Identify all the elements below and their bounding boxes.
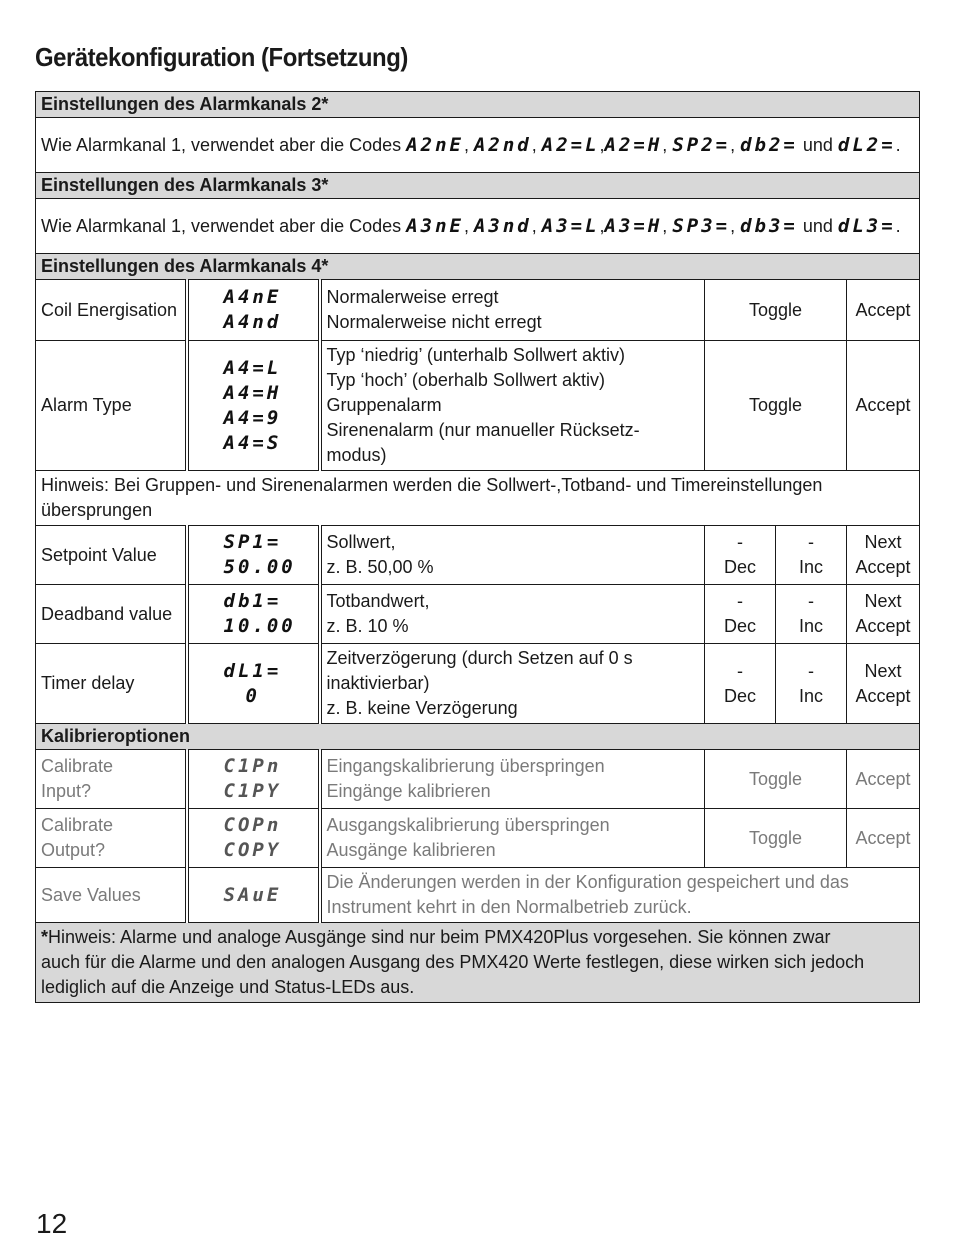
- calibrate-output-accept-action: Accept: [847, 809, 920, 868]
- coil-accept-action: Accept: [847, 280, 920, 341]
- configuration-table: [35, 91, 920, 1003]
- save-values-code: SAuE: [187, 868, 320, 923]
- alarm-type-description: Typ ‘niedrig’ (unterhalb Sollwert aktiv) Typ ‘hoch’ (oberhalb Sollwert aktiv) Gruppenalarm Sirenenalarm (nur manueller Rücksetz- modus): [320, 341, 705, 471]
- deadband-row: [36, 585, 920, 644]
- calibrate-input-description: Eingangskalibrierung überspringen Eingänge kalibrieren: [320, 750, 705, 809]
- alarm2-code-l: A2=L: [541, 133, 600, 156]
- deadband-description: Totbandwert, z. B. 10 %: [320, 585, 705, 644]
- footnote-row: [36, 923, 920, 1003]
- save-values-label: Save Values: [36, 868, 187, 923]
- coil-energisation-description: Normalerweise erregt Normalerweise nicht erregt: [320, 280, 705, 341]
- calibrate-output-toggle-action: Toggle: [705, 809, 847, 868]
- setpoint-label: Setpoint Value: [36, 526, 187, 585]
- calibrate-input-row: [36, 750, 920, 809]
- alarm3-header-row: [36, 173, 920, 199]
- deadband-label: Deadband value: [36, 585, 187, 644]
- timer-delay-label: Timer delay: [36, 644, 187, 724]
- footnote: *Hinweis: Alarme und analoge Ausgänge sind nur beim PMX420Plus vorgesehen. Sie können zwar auch für die Alarme und den analogen Ausgang des PMX420 Werte festlegen, diese wirken sich jedoch lediglich auf die Anzeige und Status-LEDs aus.: [36, 923, 920, 1003]
- alarm4-hint: Hinweis: Bei Gruppen- und Sirenenalarmen werden die Sollwert-,Totband- und Timereinstellungen übersprungen: [36, 471, 920, 526]
- save-values-row: [36, 868, 920, 923]
- setpoint-codes: SP1= 50.00: [187, 526, 320, 585]
- calibrate-output-row: [36, 809, 920, 868]
- alarm-type-toggle-action: Toggle: [705, 341, 847, 471]
- timer-dec-action: - Dec: [705, 644, 776, 724]
- save-values-description: Die Änderungen werden in der Konfiguration gespeichert und das Instrument kehrt in den Normalbetrieb zurück.: [320, 868, 920, 923]
- alarm2-row: [36, 118, 920, 173]
- alarm3-code-l: A3=L: [541, 214, 600, 237]
- alarm3-code-nd: A3nd: [473, 214, 532, 237]
- alarm-type-row: [36, 341, 920, 471]
- timer-delay-codes: dL1= 0: [187, 644, 320, 724]
- coil-energisation-label: Coil Energisation: [36, 280, 187, 341]
- setpoint-description: Sollwert, z. B. 50,00 %: [320, 526, 705, 585]
- timer-delay-row: [36, 644, 920, 724]
- alarm3-row: [36, 199, 920, 254]
- setpoint-next-accept-action: Next Accept: [847, 526, 920, 585]
- page-number: 12: [36, 1208, 68, 1239]
- coil-energisation-codes: A4nE A4nd: [187, 280, 320, 341]
- alarm2-code-sp: SP2=: [672, 133, 731, 156]
- alarm3-code-dl: dL3=: [837, 214, 896, 237]
- alarm4-header: Einstellungen des Alarmkanals 4*: [36, 254, 920, 280]
- calibrate-output-label: Calibrate Output?: [36, 809, 187, 868]
- alarm3-code-db: db3=: [740, 214, 798, 237]
- alarm4-header-row: [36, 254, 920, 280]
- alarm2-code-h: A2=H: [604, 133, 663, 156]
- alarm2-code-dl: dL2=: [837, 133, 896, 156]
- alarm2-code-ne: A2nE: [406, 133, 464, 156]
- timer-delay-description: Zeitverzögerung (durch Setzen auf 0 s inaktivierbar) z. B. keine Verzögerung: [320, 644, 705, 724]
- alarm2-header-row: [36, 92, 920, 118]
- alarm3-header: Einstellungen des Alarmkanals 3*: [36, 173, 920, 199]
- alarm-type-accept-action: Accept: [847, 341, 920, 471]
- alarm3-code-h: A3=H: [604, 214, 663, 237]
- setpoint-inc-action: - Inc: [776, 526, 847, 585]
- coil-toggle-action: Toggle: [705, 280, 847, 341]
- calibrate-output-description: Ausgangskalibrierung überspringen Ausgänge kalibrieren: [320, 809, 705, 868]
- calibrate-input-toggle-action: Toggle: [705, 750, 847, 809]
- alarm2-code-nd: A2nd: [473, 133, 532, 156]
- calibration-header: Kalibrieroptionen: [36, 724, 920, 750]
- page-title: Gerätekonfiguration (Fortsetzung): [35, 42, 408, 72]
- deadband-next-accept-action: Next Accept: [847, 585, 920, 644]
- deadband-codes: db1= 10.00: [187, 585, 320, 644]
- deadband-dec-action: - Dec: [705, 585, 776, 644]
- coil-energisation-row: [36, 280, 920, 341]
- deadband-inc-action: - Inc: [776, 585, 847, 644]
- alarm2-code-db: db2=: [740, 133, 798, 156]
- setpoint-dec-action: - Dec: [705, 526, 776, 585]
- setpoint-row: [36, 526, 920, 585]
- calibrate-output-codes: COPn COPY: [187, 809, 320, 868]
- calibrate-input-codes: C1Pn C1PY: [187, 750, 320, 809]
- alarm3-description: Wie Alarmkanal 1, verwendet aber die Codes A3nE, A3nd, A3=L,A3=H, SP3=, db3= und dL3=.: [36, 199, 920, 254]
- calibrate-input-accept-action: Accept: [847, 750, 920, 809]
- timer-inc-action: - Inc: [776, 644, 847, 724]
- alarm-type-codes: A4=L A4=H A4=9 A4=S: [187, 341, 320, 471]
- alarm2-header: Einstellungen des Alarmkanals 2*: [36, 92, 920, 118]
- calibrate-input-label: Calibrate Input?: [36, 750, 187, 809]
- alarm2-description: Wie Alarmkanal 1, verwendet aber die Codes A2nE, A2nd, A2=L,A2=H, SP2=, db2= und dL2=.: [36, 118, 920, 173]
- timer-next-accept-action: Next Accept: [847, 644, 920, 724]
- alarm3-code-ne: A3nE: [406, 214, 464, 237]
- alarm4-hint-row: [36, 471, 920, 526]
- alarm-type-label: Alarm Type: [36, 341, 187, 471]
- alarm3-code-sp: SP3=: [672, 214, 731, 237]
- calibration-header-row: [36, 724, 920, 750]
